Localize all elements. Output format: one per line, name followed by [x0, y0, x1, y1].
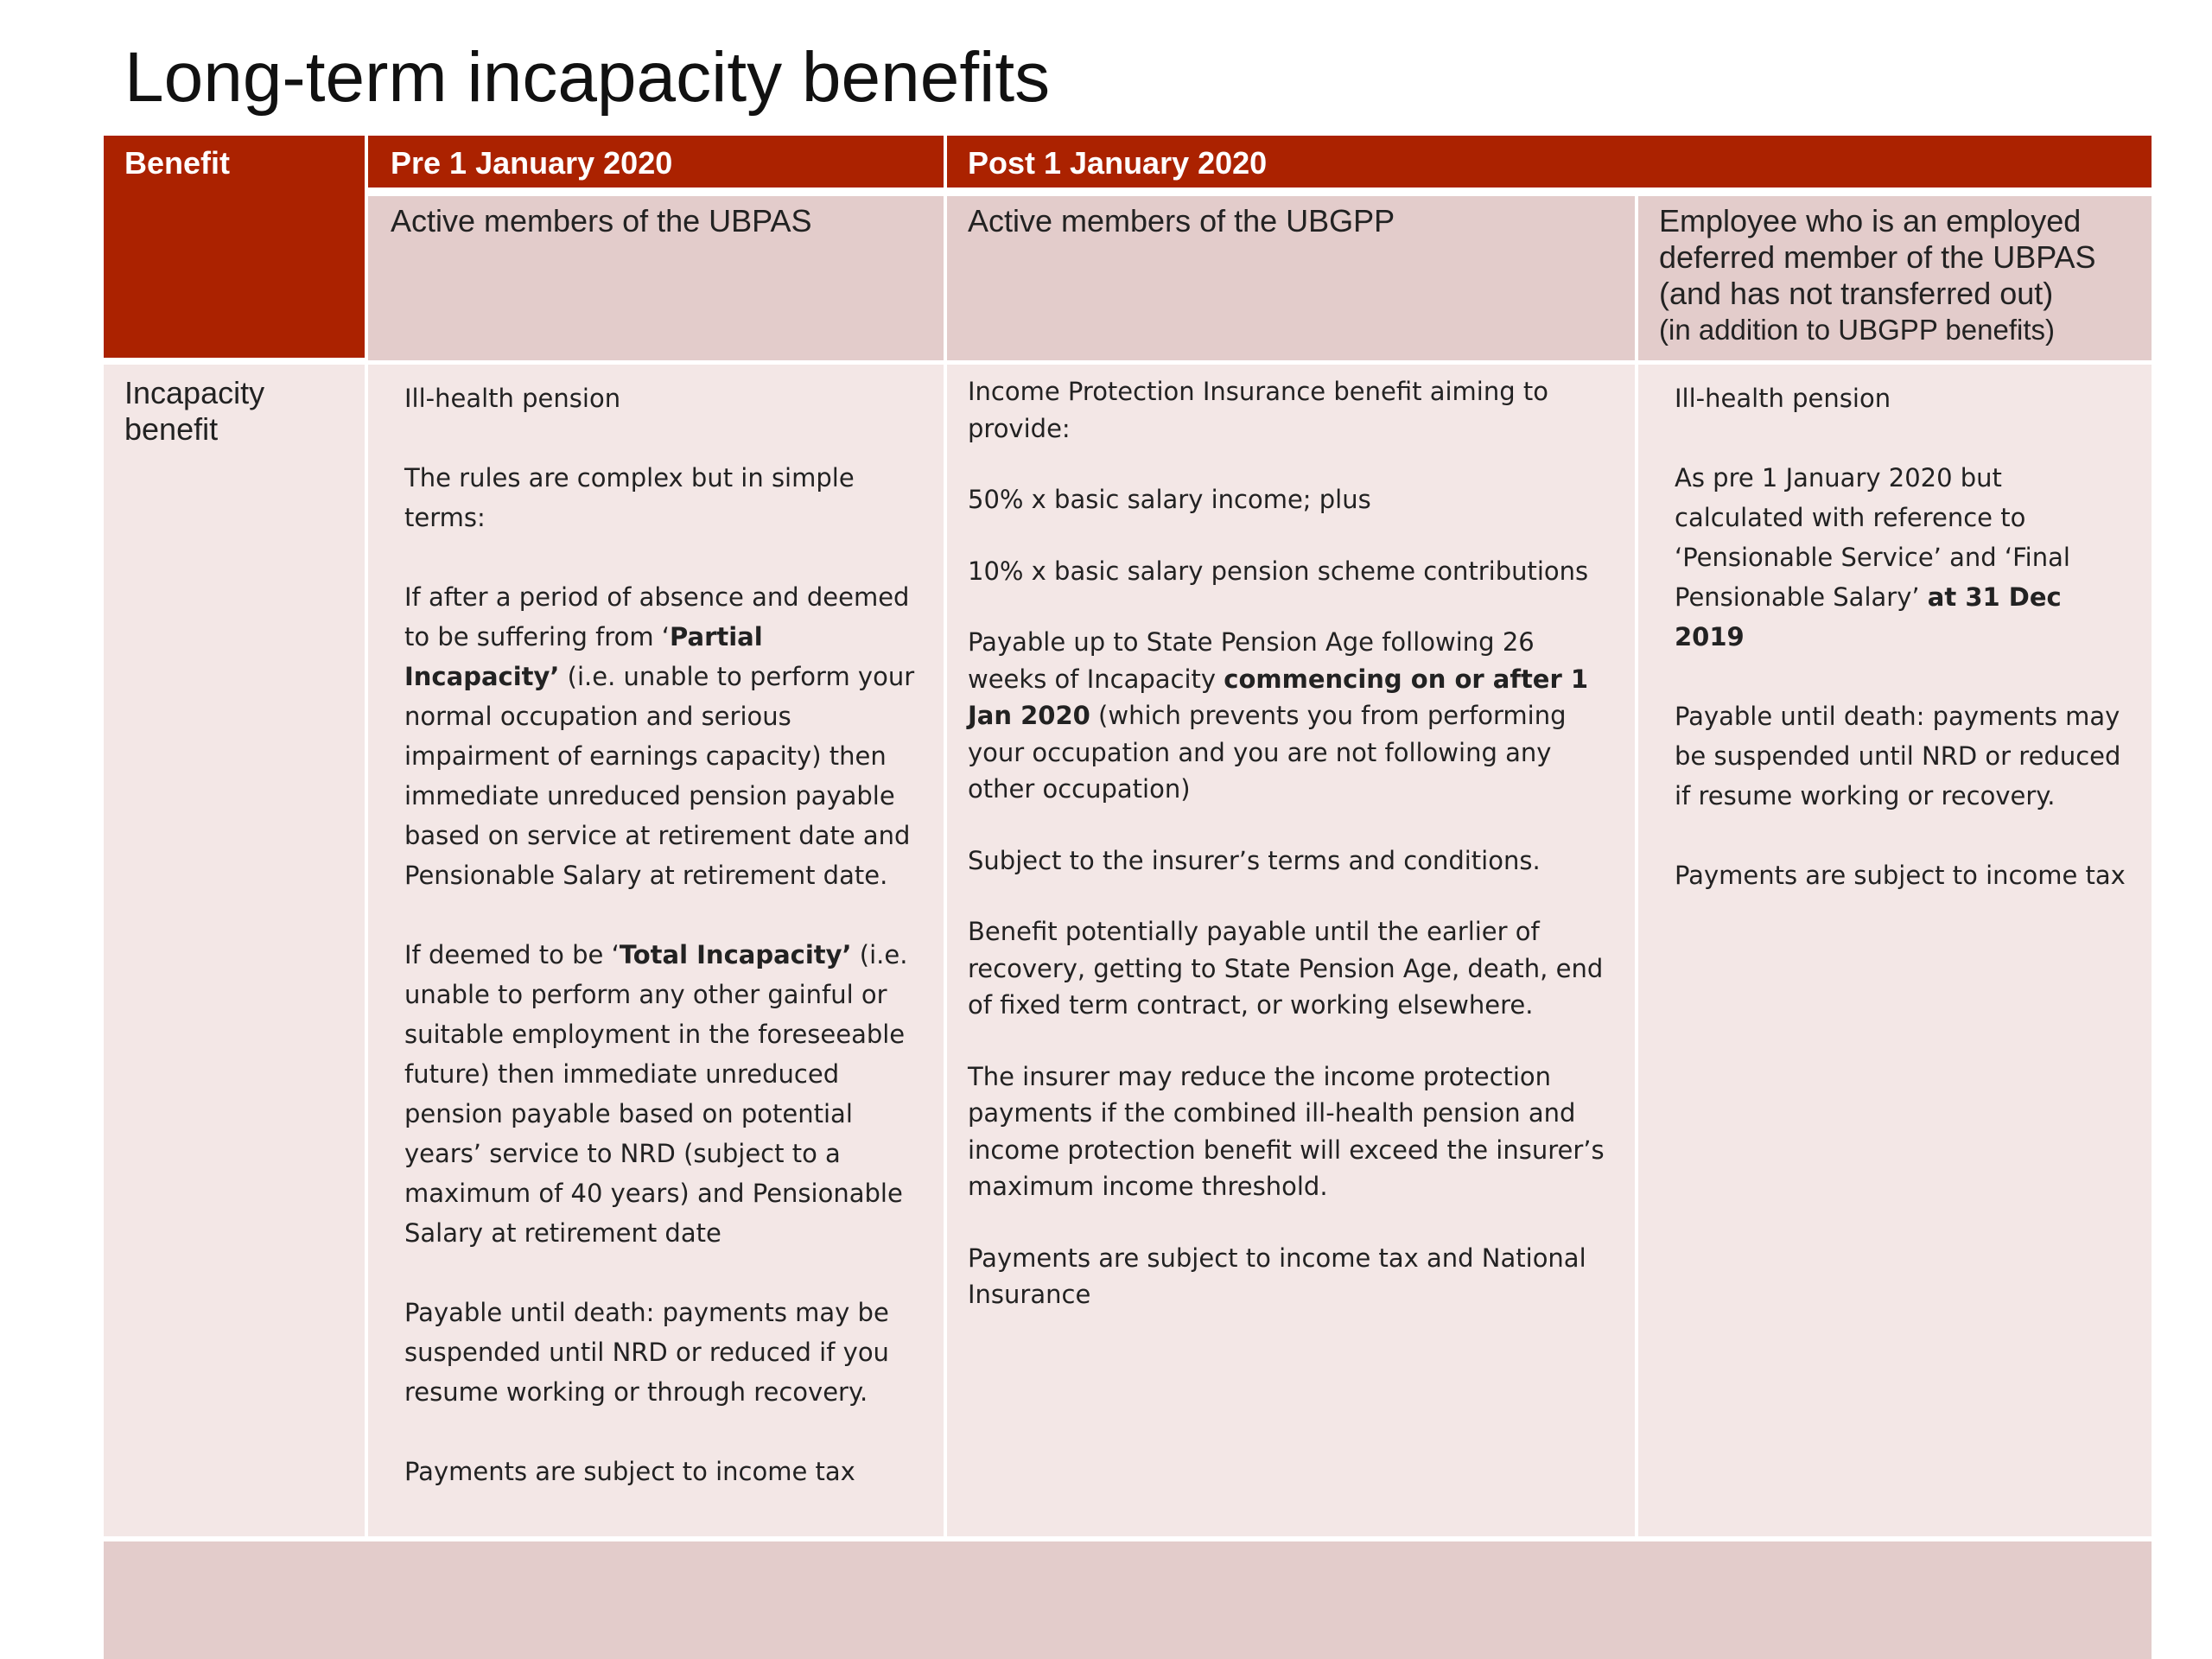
deferred-p2: As pre 1 January 2020 but calculated with reference to ‘Pensionable Service’ and ‘Final Pensionable Salary’ at 31 Dec 2019: [1675, 463, 2070, 652]
pre-p1: Ill-health pension: [404, 384, 621, 413]
subheader-deferred-line1: Employee who is an employed: [1659, 203, 2082, 238]
table-footer-band: [104, 1541, 2152, 1659]
subheader-ubpas-label: Active members of the UBPAS: [391, 203, 812, 238]
deferred-p1: Ill-health pension: [1675, 384, 1891, 413]
deferred-p3: Payable until death: payments may be suspended until NRD or reduced if resume working or recovery.: [1675, 702, 2121, 810]
row-label-cell: [104, 365, 365, 1536]
pre-p4: If deemed to be ‘Total Incapacity’ (i.e. unable to perform any other gainful or suitable employment in the foreseeable future) then immediate unreduced pension payable based on potential years’ service to NRD (subject to a maximum of 40 years) and Pensionable Salary at retirement date: [404, 940, 908, 1248]
header-benefit-label: Benefit: [124, 145, 231, 181]
post-p7: The insurer may reduce the income protection payments if the combined ill-health pension and income protection benefit will exceed the insurer’s maximum income threshold.: [968, 1061, 1605, 1201]
post-p1: Income Protection Insurance benefit aiming to provide:: [968, 377, 1548, 443]
pre-p3: If after a period of absence and deemed to be suffering from ‘Partial Incapacity’ (i.e. unable to perform your normal occupation and serious impairment of earnings capacity) then immediate unreduced pension payable based on service at retirement date and Pensionable Salary at retirement date.: [404, 582, 915, 890]
header-post-label: Post 1 January 2020: [968, 145, 1268, 181]
header-post: [947, 136, 2152, 188]
subheader-ubgpp-label: Active members of the UBGPP: [968, 203, 1395, 238]
deferred-cell: [1638, 365, 2152, 1536]
post-p5: Subject to the insurer’s terms and conditions.: [968, 845, 1541, 875]
row-label-line2: benefit: [124, 411, 219, 447]
subheader-ubgpp-active: [947, 196, 1635, 360]
header-benefit: [104, 136, 365, 358]
deferred-p4: Payments are subject to income tax: [1675, 861, 2126, 890]
row-label-line1: Incapacity: [124, 375, 265, 410]
post-2020-cell: [947, 365, 1635, 1536]
post-p2: 50% x basic salary income; plus: [968, 485, 1371, 514]
pre-p2: The rules are complex but in simple terms:: [404, 463, 855, 532]
subheader-ubpas-active: [368, 196, 944, 360]
subheader-deferred-line2: deferred member of the UBPAS: [1659, 239, 2096, 275]
page-title: Long-term incapacity benefits: [124, 38, 1051, 117]
commencing-date-term: commencing on or after 1 Jan 2020: [968, 664, 1589, 730]
pre-p5: Payable until death: payments may be suspended until NRD or reduced if you resume working or through recovery.: [404, 1298, 889, 1407]
post-p8: Payments are subject to income tax and National Insurance: [968, 1243, 1586, 1309]
post-p6: Benefit potentially payable until the earlier of recovery, getting to State Pension Age, death, end of fixed term contract, or working elsewhere.: [968, 917, 1604, 1020]
at-date-term: at 31 Dec 2019: [1675, 582, 2062, 652]
partial-incapacity-term: Partial Incapacity’: [404, 622, 763, 691]
pre-p6: Payments are subject to income tax: [404, 1457, 855, 1486]
post-p3: 10% x basic salary pension scheme contributions: [968, 556, 1589, 586]
post-p4: Payable up to State Pension Age following 26 weeks of Incapacity commencing on or after 1 Jan 2020 (which prevents you from performing your occupation and you are not following any other occupation): [968, 627, 1589, 804]
subheader-deferred-line3: (and has not transferred out): [1659, 276, 2054, 311]
total-incapacity-term: Total Incapacity’: [619, 940, 852, 969]
subheader-deferred-line4: (in addition to UBGPP benefits): [1659, 314, 2055, 346]
header-pre: [368, 136, 944, 188]
header-pre-label: Pre 1 January 2020: [391, 145, 673, 181]
pre-2020-cell: [368, 365, 944, 1536]
subheader-deferred: [1638, 196, 2152, 360]
